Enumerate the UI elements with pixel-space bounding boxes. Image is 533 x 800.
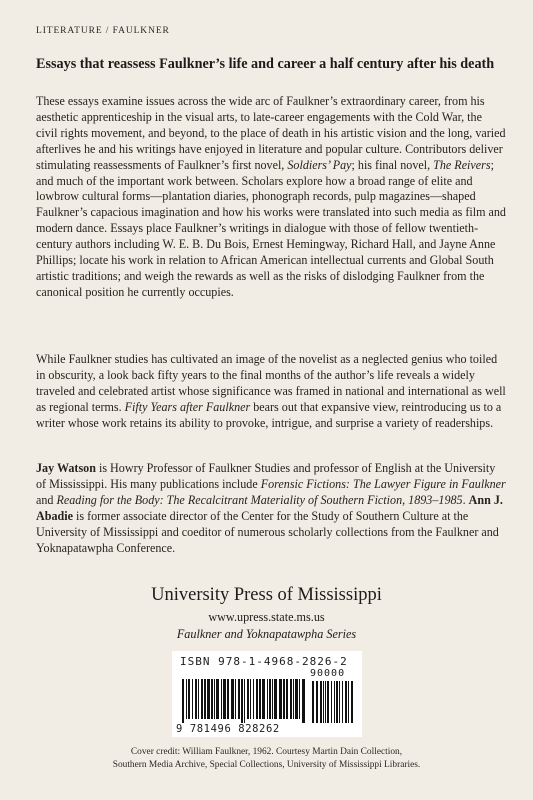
editor-name-watson: Jay Watson — [36, 461, 96, 475]
barcode-bar — [221, 679, 222, 719]
summary-text: bears out that expansive view, reintroducing us to a writer whose work retains its ability to provoke, intrigue, and surprise a variety of readerships. — [36, 399, 502, 430]
isbn-label: ISBN 978-1-4968-2826-2 — [180, 655, 348, 668]
barcode-bar — [244, 679, 245, 723]
barcode-bar — [290, 679, 292, 719]
addon-bar — [336, 681, 338, 723]
barcode-bar — [192, 679, 193, 719]
price-addon-digits: 90000 — [310, 668, 346, 679]
description-paragraph — [36, 94, 506, 301]
barcode-bar — [201, 679, 203, 719]
barcode-bar — [223, 679, 226, 719]
bio-text: is former associate director of the Center for the Study of Southern Culture at the University of Mississippi and coeditor of numerous scholarly collections from the Faulkner and Yoknapatawpha Conference. — [36, 508, 499, 555]
barcode-bar — [269, 679, 271, 719]
barcode-bar — [227, 679, 229, 719]
addon-bar — [331, 681, 332, 723]
barcode-bar — [186, 679, 187, 719]
bio-text: . — [462, 492, 469, 507]
barcode-bar — [231, 679, 234, 719]
book-title-reading-for-the-body: Reading for the Body: The Recalcitrant Materiality of Southern Fiction, 1893–1985 — [56, 492, 463, 507]
addon-bar — [312, 681, 314, 723]
barcode-bar — [182, 679, 184, 723]
addon-bar — [327, 681, 329, 723]
addon-bar — [348, 681, 349, 723]
barcode-bar — [198, 679, 199, 719]
book-title-fifty-years: Fifty Years after Faulkner — [124, 399, 251, 414]
addon-bar — [325, 681, 326, 723]
description-text: These essays examine issues across the wide arc of Faulkner’s extraordinary career, from his aesthetic apprenticeship in the visual arts, to late-career engagements with the Cold War, the civil rights movement, and beyond, to the place of death in his artistic vision and the long, varied afterlives he and his writings have enjoyed in literature and popular culture. Contributors deliver stimulating reassessments of Faulkner’s first novel, — [36, 94, 506, 172]
description-text: ; and much of the important work between. Scholars explore how a broad range of elite and lowbrow cultural forms—plantation diaries, phonograph records, pulp magazines—shaped Faulkner’s capacious imagination and how his works were translated into such media as film and modern dance. Essays place Faulkner’s writings in dialogue with those of fellow twentieth-century authors including W. E. B. Du Bois, Ernest Hemingway, Richard Hall, and Jayne Anne Phillips; locate his work in relation to African American intellectual currents and Global South artistic traditions; and weigh the rewards as well as the risks of dislodging Faulkner from the canonical position he currently occupies. — [36, 157, 506, 299]
bio-text: and — [36, 492, 57, 507]
barcode-bar — [262, 679, 265, 719]
editors-bio — [36, 461, 506, 556]
barcode-bar — [295, 679, 298, 719]
series-name: Faulkner and Yoknapatawpha Series — [176, 627, 357, 641]
barcode-bar — [253, 679, 254, 719]
barcode-bar — [195, 679, 197, 719]
isbn-barcode — [172, 651, 362, 737]
barcode-bar — [207, 679, 210, 719]
addon-bar — [334, 681, 335, 723]
headline: Essays that reassess Faulkner’s life and career a half century after his death — [36, 56, 495, 72]
bio-text: is Howry Professor of Faulkner Studies and professor of English at the University of Mississippi. His many publications include — [36, 461, 496, 491]
publisher-url: www.upress.state.ms.us — [208, 610, 325, 624]
addon-bar — [351, 681, 353, 723]
addon-bar — [323, 681, 324, 723]
addon-bar — [342, 681, 343, 723]
barcode-bar — [299, 679, 300, 719]
addon-bar — [320, 681, 322, 723]
addon-bar — [316, 681, 318, 723]
barcode-bar — [267, 679, 268, 719]
barcode-bar — [293, 679, 294, 719]
editor-name-abadie: Ann J. Abadie — [36, 492, 503, 523]
barcode-bar — [286, 679, 288, 719]
barcode-bar — [235, 679, 236, 719]
summary-text: While Faulkner studies has cultivated an image of the novelist as a neglected genius who toiled in obscurity, a look back fifty years to the final months of the author’s life reveals a widely traveled and celebrated artist whose significance was framed in national and international as well as regional terms. — [36, 352, 506, 414]
cover-credit — [0, 746, 533, 771]
barcode-bar — [272, 679, 273, 719]
barcode-bar — [214, 679, 215, 719]
ean-digits: 9 781496 828262 — [176, 723, 280, 735]
barcode-bar — [247, 679, 249, 719]
addon-bar — [339, 681, 340, 723]
cover-credit-line: Southern Media Archive, Special Collections, University of Mississippi Libraries. — [112, 759, 421, 770]
barcode-bar — [279, 679, 282, 719]
book-title-soldiers-pay: Soldiers’ Pay — [287, 157, 352, 172]
barcode-bar — [238, 679, 240, 719]
book-title-the-reivers: The Reivers — [433, 157, 491, 172]
barcode-bar — [302, 679, 305, 723]
barcode-bar — [216, 679, 219, 719]
barcode-bar — [250, 679, 251, 719]
barcode-bar — [204, 679, 206, 719]
barcode-bar — [283, 679, 285, 719]
addon-bar — [345, 681, 347, 723]
barcode-bar — [188, 679, 190, 719]
book-title-forensic-fictions: Forensic Fictions: The Lawyer Figure in Faulkner — [260, 476, 506, 491]
summary-paragraph — [36, 352, 506, 432]
barcode-bar — [274, 679, 277, 719]
barcode-bars — [180, 679, 354, 723]
barcode-bar — [241, 679, 243, 723]
publisher-name: University Press of Mississippi — [151, 585, 382, 605]
category-label: LITERATURE / FAULKNER — [36, 26, 170, 36]
description-text: ; his final novel, — [351, 157, 434, 172]
barcode-bar — [211, 679, 213, 719]
barcode-bar — [256, 679, 258, 719]
cover-credit-line: Cover credit: William Faulkner, 1962. Courtesy Martin Dain Collection, — [130, 747, 403, 757]
barcode-bar — [259, 679, 261, 719]
